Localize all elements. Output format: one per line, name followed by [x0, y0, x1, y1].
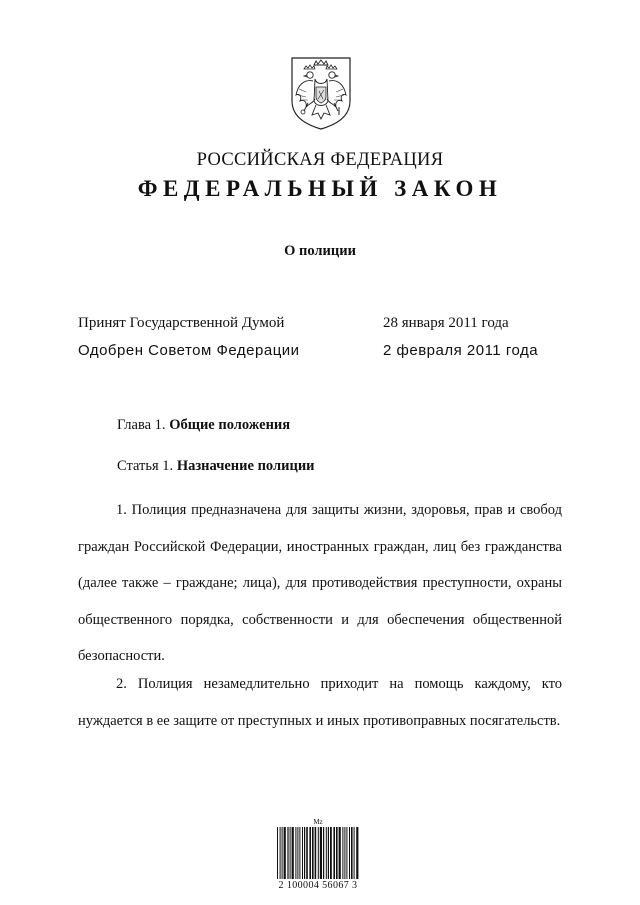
- coat-of-arms-emblem: [288, 55, 354, 131]
- chapter-prefix: Глава 1.: [117, 417, 170, 433]
- barcode-bar: [326, 827, 327, 879]
- barcode-bar: [290, 827, 291, 879]
- article-heading: [117, 458, 315, 475]
- barcode-bar: [282, 827, 283, 879]
- barcode-bar: [346, 827, 347, 879]
- barcode-number: 2 100004 56067 3: [278, 880, 358, 891]
- barcode-bar: [336, 827, 338, 879]
- article-prefix: Статья 1.: [117, 458, 177, 474]
- barcode-bar: [287, 827, 288, 879]
- barcode-bar: [320, 827, 322, 879]
- barcode-bar: [309, 827, 311, 879]
- barcode-bar: [312, 827, 314, 879]
- approved-by-council-label: Одобрен Советом Федерации: [78, 342, 300, 359]
- adopted-by-duma-date: 28 января 2011 года: [383, 315, 509, 331]
- barcode-bar: [299, 827, 300, 879]
- barcode-bar: [349, 827, 350, 879]
- barcode-bar: [304, 827, 305, 879]
- article-title: Назначение полиции: [176, 458, 315, 474]
- adopted-by-duma-label: Принят Государственной Думой: [78, 315, 285, 331]
- barcode-bar: [356, 827, 358, 879]
- barcode-bar: [280, 827, 281, 879]
- chapter-heading: [117, 417, 290, 434]
- barcode-bar: [330, 827, 332, 879]
- law-title: О полиции: [284, 243, 356, 259]
- barcode-bar: [339, 827, 341, 879]
- barcode-bar: [295, 827, 296, 879]
- barcode-bar: [297, 827, 298, 879]
- barcode-bar: [306, 827, 308, 879]
- barcode-bar: [315, 827, 317, 879]
- country-name: РОССИЙСКАЯ ФЕДЕРАЦИЯ: [196, 150, 444, 170]
- russian-coat-of-arms-icon: [288, 55, 354, 131]
- barcode-bar: [333, 827, 335, 879]
- chapter-title: Общие положения: [169, 417, 291, 433]
- document-barcode: [276, 818, 360, 891]
- barcode-bar: [318, 827, 319, 879]
- barcode-bar: [292, 827, 294, 879]
- barcode-bar: [328, 827, 329, 879]
- barcode-bar: [344, 827, 345, 879]
- barcode-icon: [276, 827, 360, 879]
- article-paragraph: 1. Полиция предназначена для защиты жизни, здоровья, прав и свобод граждан Российской Федерации, иностранных граждан, лиц без гражданства (далее также – граждане; лица), для противодействия преступности, охраны общественного порядка, собственности и для обеспечения общественной безопасности.: [78, 502, 562, 664]
- article-paragraph: 2. Полиция незамедлительно приходит на помощь каждому, кто нуждается в ее защите от преступных и иных противоправных посягательств.: [78, 676, 562, 729]
- barcode-bar: [351, 827, 353, 879]
- barcode-bar: [342, 827, 343, 879]
- barcode-bar: [277, 827, 278, 879]
- barcode-bar: [323, 827, 324, 879]
- approved-by-council-date: 2 февраля 2011 года: [383, 342, 539, 359]
- barcode-bar: [302, 827, 303, 879]
- barcode-bar: [354, 827, 355, 879]
- barcode-top-mark: Mz: [313, 818, 323, 826]
- document-type: ФЕДЕРАЛЬНЫЙ ЗАКОН: [137, 176, 503, 201]
- barcode-bar: [284, 827, 286, 879]
